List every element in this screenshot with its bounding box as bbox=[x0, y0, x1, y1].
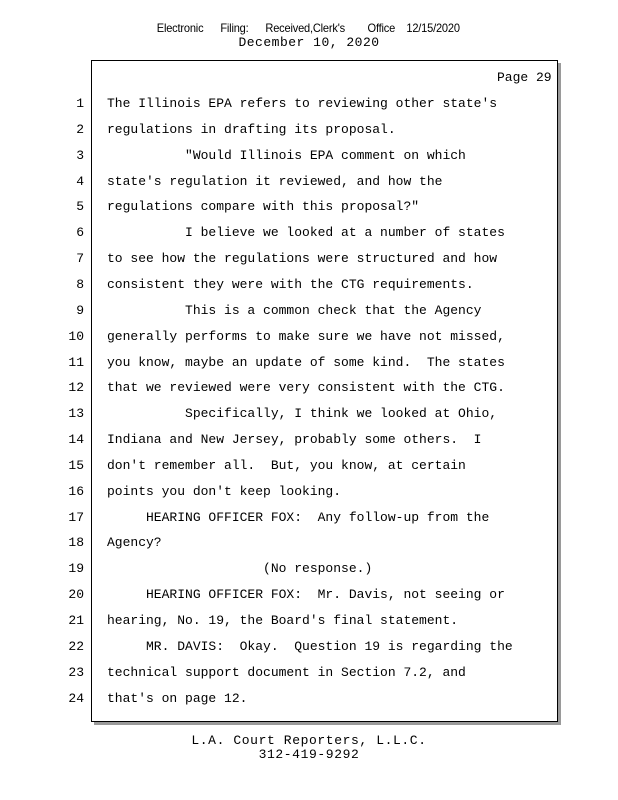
transcript-line bbox=[0, 350, 618, 376]
transcript-line bbox=[0, 220, 618, 246]
transcript-line bbox=[0, 660, 618, 686]
line-number: 18 bbox=[68, 535, 84, 551]
transcript-line bbox=[0, 556, 618, 582]
line-text: The Illinois EPA refers to reviewing other state's bbox=[107, 96, 498, 111]
line-number: 14 bbox=[68, 432, 84, 448]
transcript-line bbox=[0, 530, 618, 556]
line-text: I believe we looked at a number of states bbox=[107, 225, 505, 241]
transcript-line bbox=[0, 427, 618, 453]
transcript-line bbox=[0, 479, 618, 505]
line-number: 11 bbox=[68, 354, 84, 370]
line-text: points you don't keep looking. bbox=[107, 483, 342, 499]
transcript-line bbox=[0, 246, 618, 272]
line-text: Agency? bbox=[107, 535, 162, 551]
reporter-firm: L.A. Court Reporters, L.L.C. bbox=[191, 733, 427, 748]
line-number: 16 bbox=[68, 483, 84, 499]
line-number: 23 bbox=[68, 664, 84, 680]
transcript-line bbox=[0, 324, 618, 350]
line-text: consistent they were with the CTG requirements. bbox=[107, 276, 474, 292]
line-text: "Would Illinois EPA comment on which bbox=[107, 147, 466, 163]
line-text: MR. DAVIS: Okay. Question 19 is regarding the bbox=[107, 638, 513, 654]
line-number: 12 bbox=[68, 380, 84, 396]
transcript-line bbox=[0, 608, 618, 634]
line-number: 1 bbox=[76, 96, 84, 111]
line-text: Indiana and New Jersey, probably some others. I bbox=[107, 432, 482, 448]
line-text: Specifically, I think we looked at Ohio, bbox=[107, 406, 498, 422]
line-number: 13 bbox=[68, 406, 84, 422]
line-number: 20 bbox=[68, 587, 84, 603]
transcript-line bbox=[0, 453, 618, 479]
line-number: 4 bbox=[76, 173, 84, 189]
line-number: 9 bbox=[76, 302, 84, 318]
line-number: 21 bbox=[68, 613, 84, 628]
transcript-line bbox=[0, 582, 618, 608]
line-text: regulations compare with this proposal?" bbox=[107, 199, 420, 215]
line-text: that we reviewed were very consistent with the CTG. bbox=[107, 380, 505, 396]
line-text: hearing, No. 19, the Board's final statement. bbox=[107, 613, 459, 628]
line-number: 15 bbox=[68, 457, 84, 473]
transcript-line bbox=[0, 91, 618, 117]
line-number: 5 bbox=[76, 199, 84, 215]
line-text: don't remember all. But, you know, at certain bbox=[107, 457, 466, 473]
line-text: technical support document in Section 7.2, and bbox=[107, 664, 466, 680]
transcript-line bbox=[0, 143, 618, 169]
line-number: 3 bbox=[76, 147, 84, 163]
reporter-phone: 312-419-9292 bbox=[258, 747, 360, 762]
line-number: 10 bbox=[68, 328, 84, 344]
line-text: regulations in drafting its proposal. bbox=[107, 121, 396, 137]
line-number: 17 bbox=[68, 509, 84, 525]
line-number: 8 bbox=[76, 276, 84, 292]
line-text: HEARING OFFICER FOX: Mr. Davis, not seeing or bbox=[107, 587, 505, 603]
transcript-line bbox=[0, 634, 618, 660]
line-text: generally performs to make sure we have not missed, bbox=[107, 328, 505, 344]
transcript-line bbox=[0, 686, 618, 712]
line-text: state's regulation it reviewed, and how the bbox=[107, 173, 443, 189]
line-text: that's on page 12. bbox=[107, 690, 248, 706]
line-number: 22 bbox=[68, 638, 84, 654]
transcript-line bbox=[0, 117, 618, 143]
transcript-line bbox=[0, 194, 618, 220]
line-text: (No response.) bbox=[107, 561, 373, 577]
line-number: 19 bbox=[68, 561, 84, 577]
line-number: 24 bbox=[68, 690, 84, 706]
transcript-line bbox=[0, 298, 618, 324]
line-number: 7 bbox=[76, 251, 84, 267]
page-number: Page 29 bbox=[497, 70, 552, 85]
transcript-line bbox=[0, 169, 618, 195]
transcript-line bbox=[0, 272, 618, 298]
line-text: to see how the regulations were structured and how bbox=[107, 251, 498, 267]
transcript-line bbox=[0, 401, 618, 427]
line-text: you know, maybe an update of some kind. The states bbox=[107, 354, 505, 370]
line-number: 2 bbox=[76, 121, 84, 137]
transcript-line bbox=[0, 505, 618, 531]
line-text: HEARING OFFICER FOX: Any follow-up from the bbox=[107, 509, 490, 525]
transcript-line bbox=[0, 375, 618, 401]
line-text: This is a common check that the Agency bbox=[107, 302, 482, 318]
line-number: 6 bbox=[76, 225, 84, 241]
hearing-date: December 10, 2020 bbox=[238, 35, 380, 50]
filing-stamp: Electronic Filing: Received,Clerk's Office 12/15/2020 bbox=[156, 21, 460, 35]
